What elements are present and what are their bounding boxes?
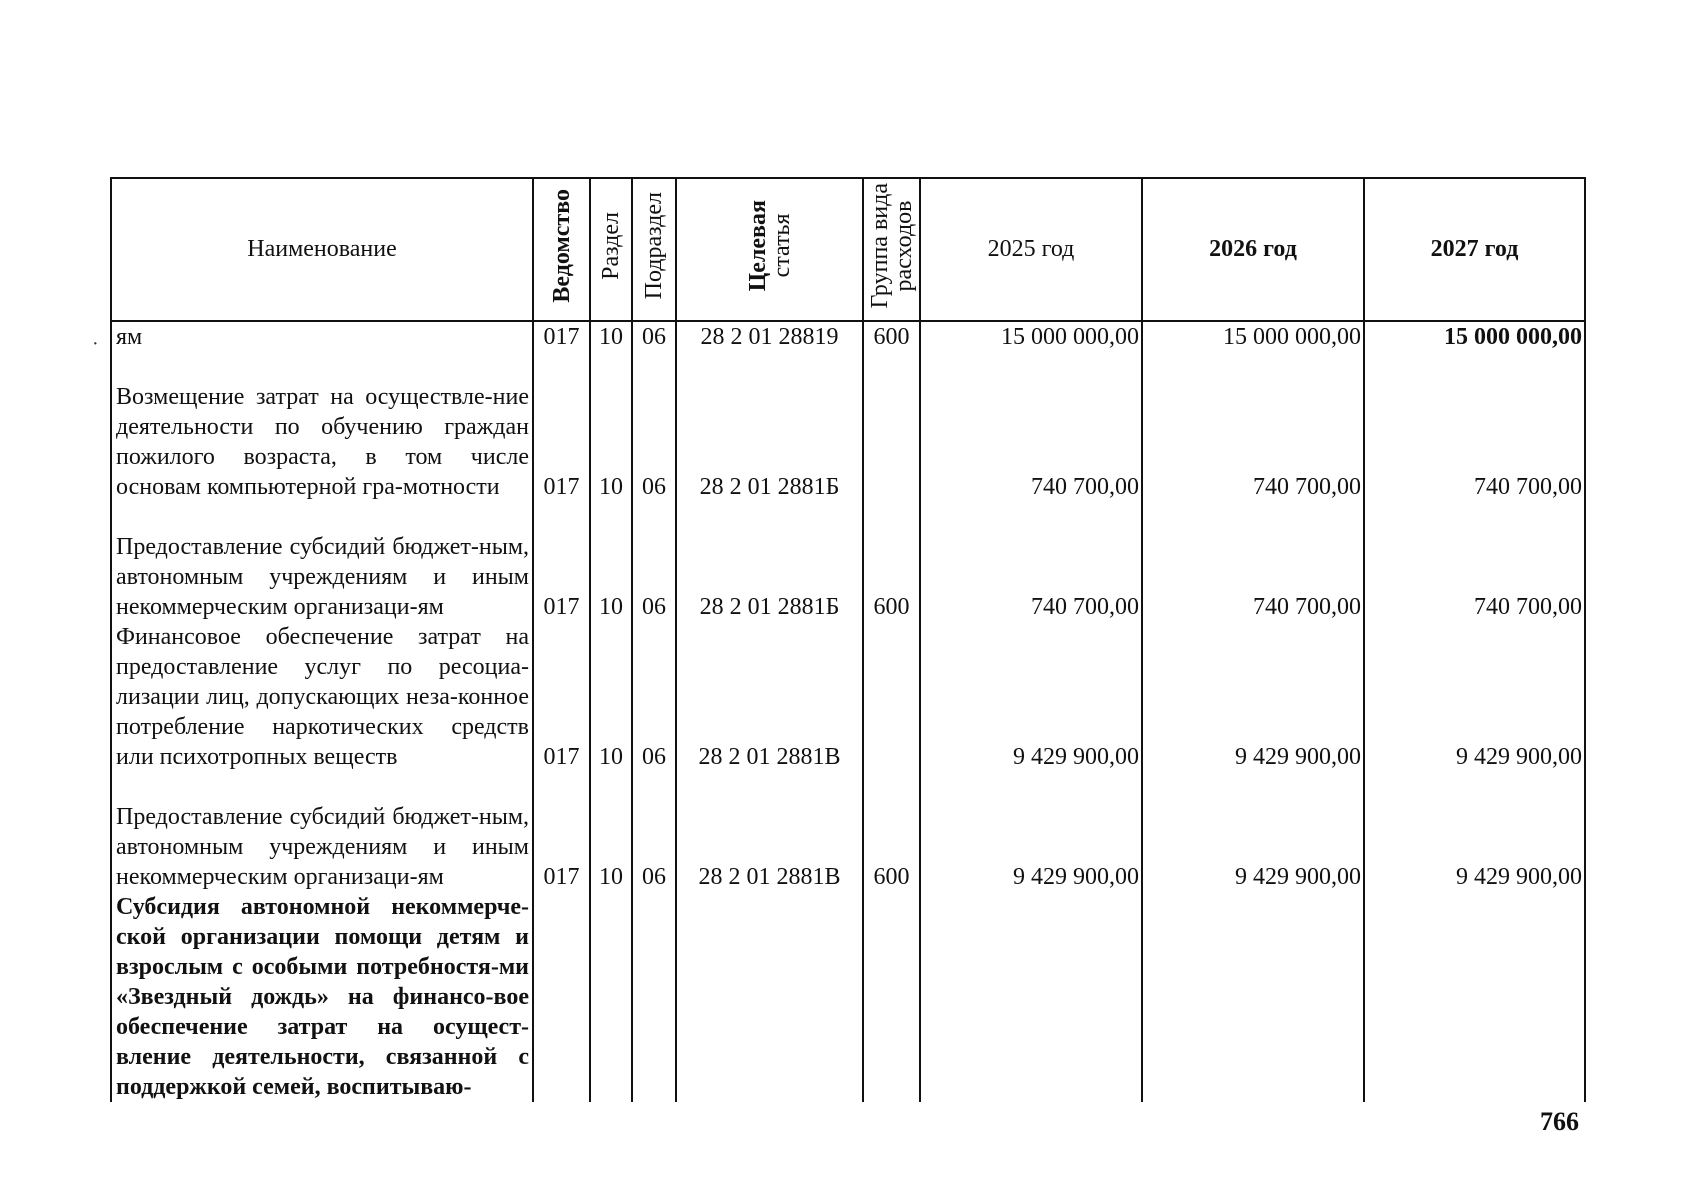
header-gruppa-line2: расходов [890,200,917,292]
budget-table [110,177,1586,1102]
row-2027: 740 700,00 [1364,502,1585,622]
row-podrazdel: 06 [632,321,676,352]
row-2025: 9 429 900,00 [920,772,1142,892]
margin-mark: · [92,333,99,355]
table-row [111,352,1585,502]
row-name: ям [111,321,533,352]
row-celevaya: 28 2 01 2881В [676,622,863,772]
row-name: Субсидия автономной некоммерче-ской организации помощи детям и взрослым с особыми потребностя-ми «Звездный дождь» на финансо-вое обеспечение затрат на осущест-вление деятельности, связанной с поддержкой семей, воспитываю- [111,892,533,1102]
row-2026: 15 000 000,00 [1142,321,1364,352]
table-row [111,892,1585,1102]
table-row [111,502,1585,622]
header-2026-label: 2026 год [1209,236,1297,262]
header-2026 [1142,178,1364,321]
row-2026: 9 429 900,00 [1142,772,1364,892]
row-razdel: 10 [590,352,632,502]
row-razdel: 10 [590,321,632,352]
row-gruppa: 600 [863,772,920,892]
row-celevaya [676,892,863,1102]
header-podrazdel-label: Подраздел [641,192,667,300]
row-2027 [1364,892,1585,1102]
row-gruppa [863,892,920,1102]
row-vedomstvo: 017 [533,321,590,352]
row-podrazdel: 06 [632,772,676,892]
row-celevaya: 28 2 01 2881В [676,772,863,892]
row-celevaya: 28 2 01 2881Б [676,352,863,502]
row-2026: 9 429 900,00 [1142,622,1364,772]
header-2025 [920,178,1142,321]
header-2027 [1364,178,1585,321]
header-podrazdel [632,178,676,321]
row-celevaya: 28 2 01 2881Б [676,502,863,622]
row-2025 [920,892,1142,1102]
header-name-label: Наименование [247,236,397,262]
header-gruppa-line1: Группа вида [866,183,893,309]
row-celevaya: 28 2 01 28819 [676,321,863,352]
row-2026: 740 700,00 [1142,502,1364,622]
row-2027: 740 700,00 [1364,352,1585,502]
row-razdel: 10 [590,622,632,772]
page-number: 766 [1540,1107,1579,1136]
row-2025: 9 429 900,00 [920,622,1142,772]
row-2025: 740 700,00 [920,502,1142,622]
row-vedomstvo: 017 [533,772,590,892]
row-2025: 740 700,00 [920,352,1142,502]
header-gruppa [863,178,920,321]
row-2027: 15 000 000,00 [1364,321,1585,352]
header-name [111,178,533,321]
header-2025-label: 2025 год [987,236,1075,262]
row-podrazdel: 06 [632,622,676,772]
table-row [111,622,1585,772]
header-2027-label: 2027 год [1430,236,1519,262]
row-podrazdel [632,892,676,1102]
row-2026: 740 700,00 [1142,352,1364,502]
header-celevaya [676,178,863,321]
header-celevaya-label [746,200,794,291]
row-podrazdel: 06 [632,502,676,622]
header-celevaya-line1: Целевая [744,200,771,292]
row-2027: 9 429 900,00 [1364,622,1585,772]
row-gruppa: 600 [863,502,920,622]
row-2025: 15 000 000,00 [920,321,1142,352]
header-vedomstvo [533,178,590,321]
header-celevaya-line2: статья [768,214,795,278]
row-podrazdel: 06 [632,352,676,502]
row-name: Предоставление субсидий бюджет-ным, автономным учреждениям и иным некоммерческим организаци-ям [111,502,533,622]
row-name: Возмещение затрат на осуществле-ние деятельности по обучению граждан пожилого возраста, в том числе основам компьютерной гра-мотности [111,352,533,502]
row-2027: 9 429 900,00 [1364,772,1585,892]
row-gruppa [863,622,920,772]
budget-sheet [110,177,1584,1108]
row-vedomstvo: 017 [533,352,590,502]
header-gruppa-label [868,183,916,308]
row-razdel: 10 [590,502,632,622]
header-razdel [590,178,632,321]
row-vedomstvo: 017 [533,502,590,622]
row-vedomstvo: 017 [533,622,590,772]
row-2026 [1142,892,1364,1102]
table-row [111,772,1585,892]
row-gruppa [863,352,920,502]
header-razdel-label: Раздел [598,212,624,280]
row-gruppa: 600 [863,321,920,352]
row-razdel: 10 [590,772,632,892]
row-vedomstvo [533,892,590,1102]
header-vedomstvo-label: Ведомство [548,189,575,303]
row-name: Предоставление субсидий бюджет-ным, автономным учреждениям и иным некоммерческим организаци-ям [111,772,533,892]
header-row [111,178,1585,321]
row-name: Финансовое обеспечение затрат на предоставление услуг по ресоциа-лизации лиц, допускающих неза-конное потребление наркотических средств или психотропных веществ [111,622,533,772]
row-razdel [590,892,632,1102]
table-row [111,321,1585,352]
